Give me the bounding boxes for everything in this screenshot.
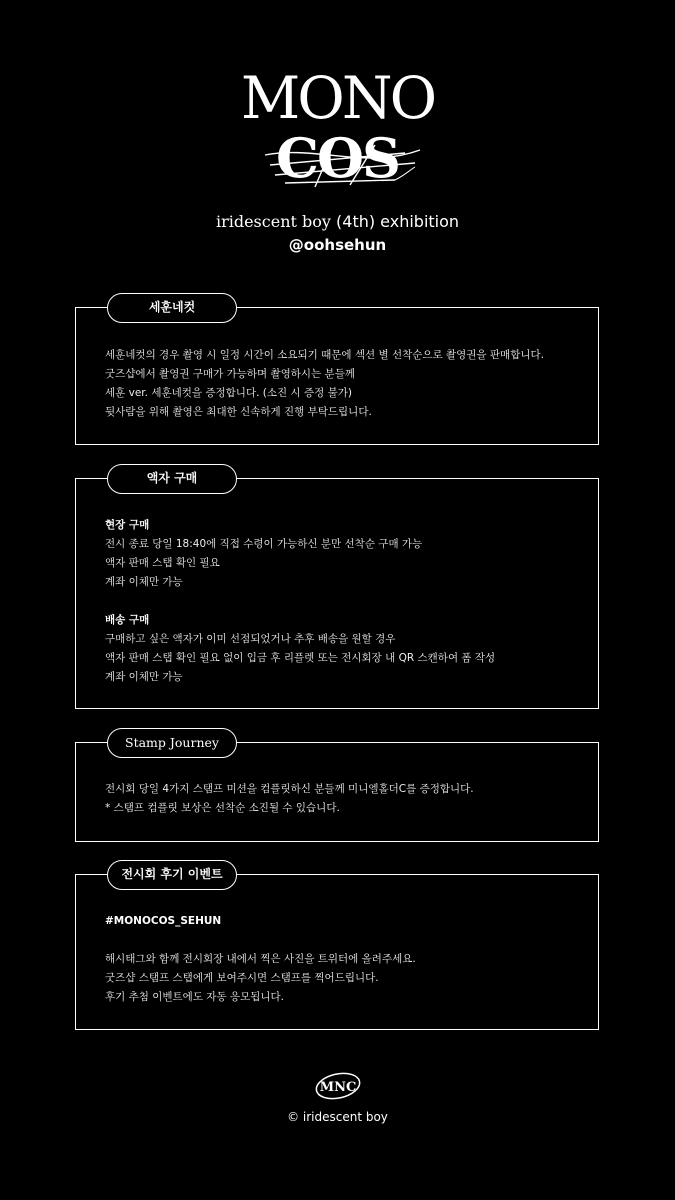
social-handle: @oohsehun: [288, 236, 387, 254]
subheading-onsite: 현장 구매: [105, 519, 150, 531]
section-body-sehun-cut: [105, 346, 544, 422]
logo-scribble-graphic: [255, 125, 425, 195]
text-line: 굿즈샵에서 촬영권 구매가 가능하며 촬영하시는 분들께: [105, 368, 355, 380]
subtitle-brand: iridescent boy: [215, 212, 331, 231]
text-line: 세훈 ver. 세훈네컷을 증정합니다. (소진 시 증정 불가): [105, 387, 352, 399]
section-body-stamp-journey: [105, 780, 474, 818]
footer-mark-text: MNC: [319, 1080, 357, 1095]
logo-cos: COS: [275, 126, 399, 190]
text-line: 전시 종료 당일 18:40에 직접 수령이 가능하신 분만 선착순 구매 가능: [105, 538, 423, 550]
section-title-sehun-cut: 세훈네컷: [107, 293, 237, 323]
text-line: 액자 판매 스탭 확인 필요: [105, 557, 220, 569]
text-line: 뒷사람을 위해 촬영은 최대한 신속하게 진행 부탁드립니다.: [105, 406, 372, 418]
footer-logo: [314, 1070, 362, 1102]
hashtag: #MONOCOS_SEHUN: [105, 915, 222, 927]
section-title-stamp-journey: Stamp Journey: [107, 728, 237, 758]
text-line: 액자 판매 스탭 확인 필요 없이 입금 후 리플렛 또는 전시회장 내 QR 스캔하여 폼 작성: [105, 652, 496, 664]
text-line: 해시태그와 함께 전시회장 내에서 찍은 사진을 트위터에 올려주세요.: [105, 953, 416, 965]
section-body-frame-purchase: [105, 516, 495, 687]
footer-copyright: © iridescent boy: [287, 1110, 388, 1124]
text-line: 후기 추첨 이벤트에도 자동 응모됩니다.: [105, 991, 284, 1003]
logo-mono: MONO: [240, 64, 435, 132]
subheading-delivery: 배송 구매: [105, 614, 150, 626]
text-line: 구매하고 싶은 액자가 이미 선점되었거나 추후 배송을 원할 경우: [105, 633, 396, 645]
subtitle-rest: (4th) exhibition: [336, 212, 460, 231]
text-line: 세훈네컷의 경우 촬영 시 일정 시간이 소요되기 때문에 섹션 별 선착순으로 촬영권을 판매합니다.: [105, 349, 544, 361]
section-title-review-event: 전시회 후기 이벤트: [107, 860, 237, 890]
text-line: 계좌 이체만 가능: [105, 671, 183, 683]
text-line: 계좌 이체만 가능: [105, 576, 183, 588]
section-body-review-event: [105, 912, 416, 1007]
text-line: 굿즈샵 스탬프 스탭에게 보여주시면 스탬프를 찍어드립니다.: [105, 972, 379, 984]
exhibition-subtitle: [0, 212, 675, 231]
text-line: 전시회 당일 4가지 스탬프 미션을 컴플릿하신 분들께 미니엘홀더C를 증정합니다.: [105, 783, 474, 795]
section-title-frame-purchase: 액자 구매: [107, 464, 237, 494]
text-line: * 스탬프 컴플릿 보상은 선착순 소진될 수 있습니다.: [105, 802, 340, 814]
